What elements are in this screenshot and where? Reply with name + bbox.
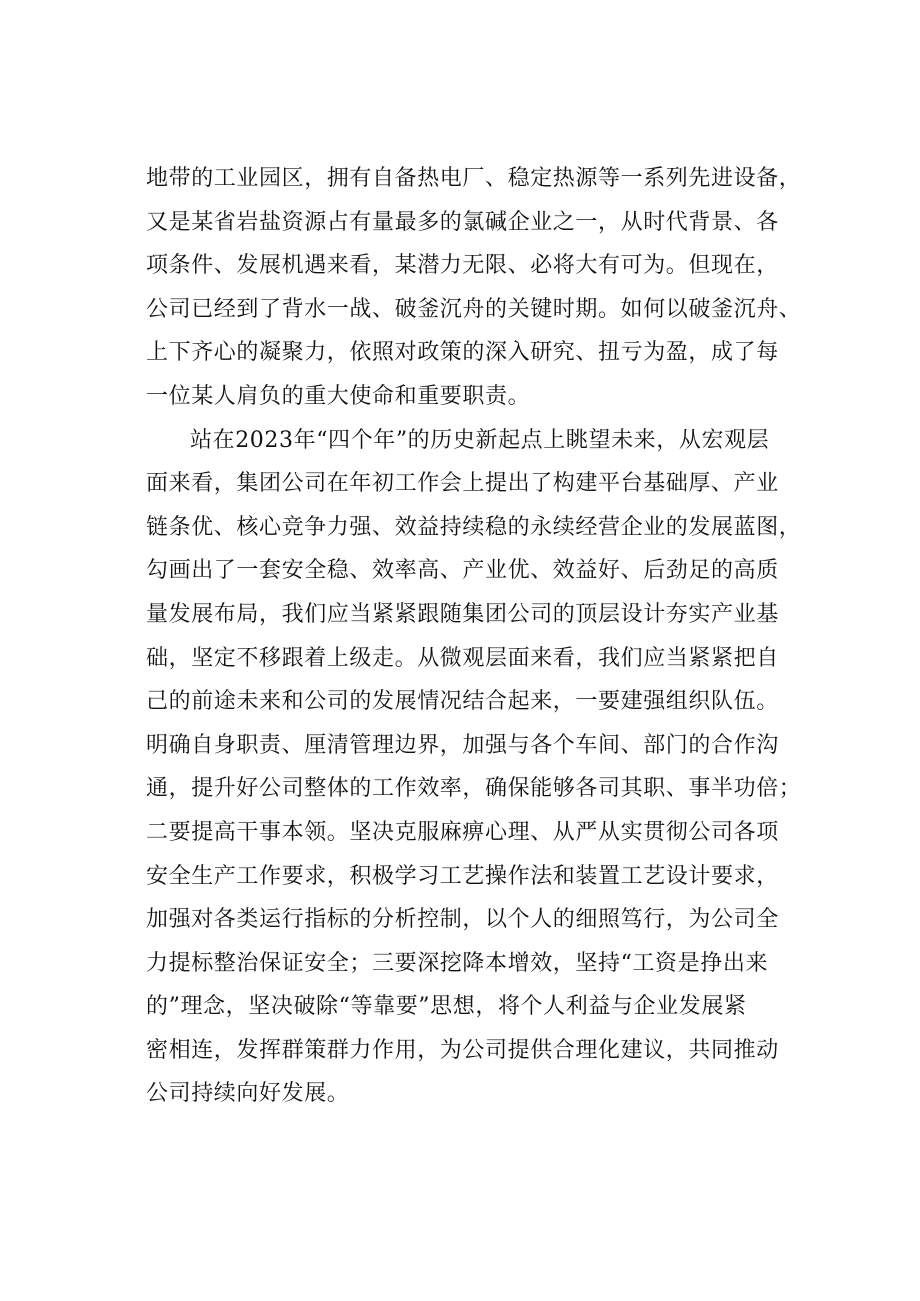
document-body xyxy=(146,157,826,1116)
paragraph-line: 的”理念，坚决破除“等靠要”思想，将个人利益与企业发展紧 xyxy=(146,994,747,1020)
paragraph-line: 又是某省岩盐资源占有量最多的氯碱企业之一，从时代背景、各 xyxy=(146,209,779,235)
paragraph-2 xyxy=(146,419,826,1117)
paragraph-line: 勾画出了一套安全稳、效率高、产业优、效益好、后劲足的高质 xyxy=(146,558,779,584)
paragraph-line: 明确自身职责、厘清管理边界，加强与各个车间、部门的合作沟 xyxy=(146,732,779,758)
paragraph-line: 密相连，发挥群策群力作用，为公司提供合理化建议，共同推动 xyxy=(146,1037,779,1063)
paragraph-line: 公司已经到了背水一战、破釜沉舟的关键时期。如何以破釜沉舟、 xyxy=(146,296,802,322)
paragraph-line: 加强对各类运行指标的分析控制，以个人的细照笃行，为公司全 xyxy=(146,907,779,933)
paragraph-line: 础，坚定不移跟着上级走。从微观层面来看，我们应当紧紧把自 xyxy=(146,645,779,671)
paragraph-line: 站在2023年“四个年”的历史新起点上眺望未来，从宏观层 xyxy=(190,427,770,453)
paragraph-line: 一位某人肩负的重大使命和重要职责。 xyxy=(146,383,531,409)
paragraph-line: 力提标整治保证安全；三要深挖降本增效，坚持“工资是挣出来 xyxy=(146,950,769,976)
paragraph-line: 量发展布局，我们应当紧紧跟随集团公司的顶层设计夯实产业基 xyxy=(146,601,779,627)
paragraph-line: 链条优、核心竞争力强、效益持续稳的永续经营企业的发展蓝图， xyxy=(146,514,802,540)
paragraph-line: 上下齐心的凝聚力，依照对政策的深入研究、扭亏为盈，成了每 xyxy=(146,340,779,366)
paragraph-1 xyxy=(146,157,826,419)
paragraph-line: 通，提升好公司整体的工作效率，确保能够各司其职、事半功倍； xyxy=(146,776,802,802)
paragraph-line: 己的前途未来和公司的发展情况结合起来，一要建强组织队伍。 xyxy=(146,689,779,715)
paragraph-line: 面来看，集团公司在年初工作会上提出了构建平台基础厚、产业 xyxy=(146,471,779,497)
paragraph-line: 项条件、发展机遇来看，某潜力无限、必将大有可为。但现在， xyxy=(146,253,779,279)
paragraph-line: 公司持续向好发展。 xyxy=(146,1081,350,1107)
paragraph-line: 安全生产工作要求，积极学习工艺操作法和装置工艺设计要求， xyxy=(146,863,779,889)
paragraph-line: 地带的工业园区，拥有自备热电厂、稳定热源等一系列先进设备， xyxy=(146,166,802,191)
paragraph-line: 二要提高干事本领。坚决克服麻痹心理、从严从实贯彻公司各项 xyxy=(146,819,779,845)
